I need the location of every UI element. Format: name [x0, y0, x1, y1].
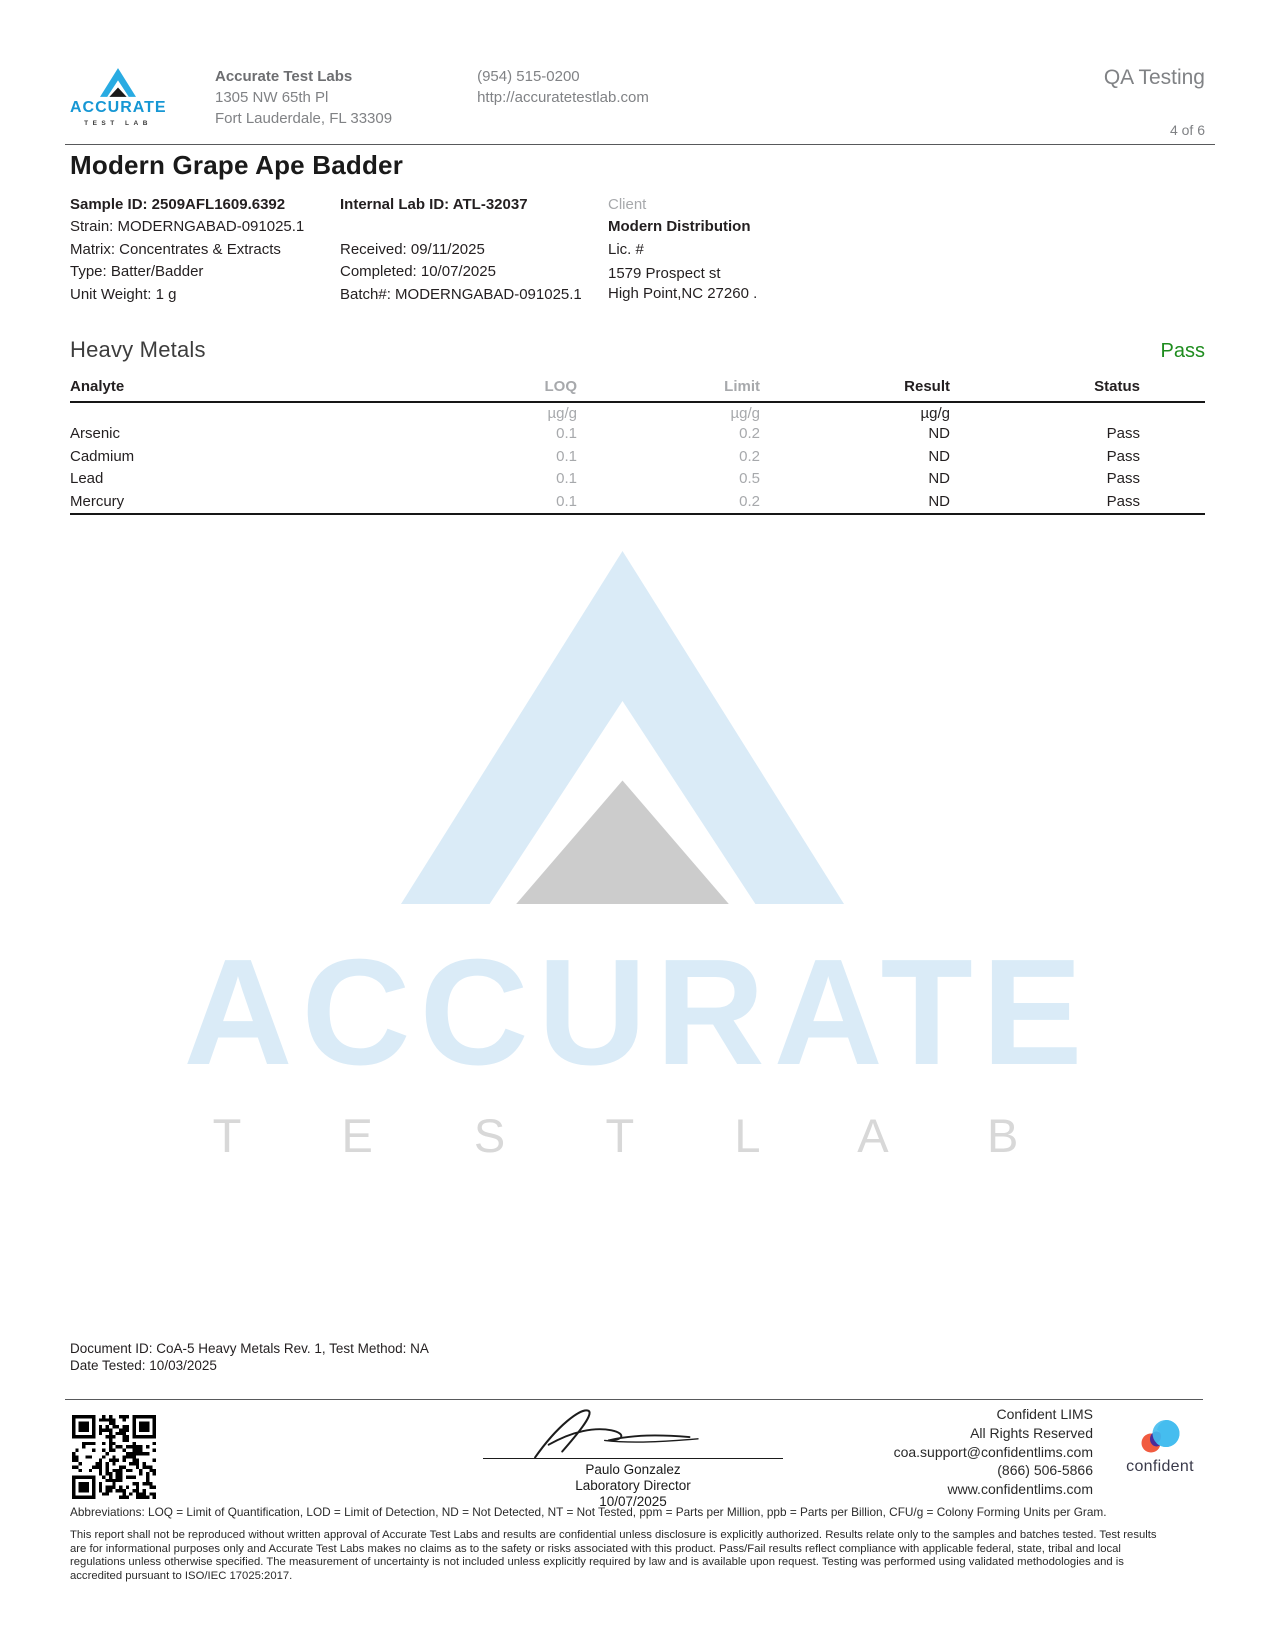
lims-name: Confident LIMS — [996, 1406, 1093, 1422]
client-address-line2: High Point,NC 27260 . — [608, 285, 758, 303]
disclaimer-text: This report shall not be reproduced without written approval of Accurate Test Labs and results are confidential unless disclosure is explicitly authorized. Results relate only to the samples and batches tested. Test results are for informational purposes only and Accurate Test Labs makes no claims as to the safety or risks associated with this product. Pass/Fail results reflect compliance with applicable federal, state, tribal and local regulations unless otherwise specified. The measurement of uncertainty is not included unless explicitly required by law and is available upon request. Testing was performed using validated methodologies and is accredited pursuant to ISO/IEC 17025:2017. — [70, 1529, 1157, 1583]
cell-result: ND — [928, 447, 950, 465]
sample-info-col1 — [70, 194, 340, 306]
sample-received: Received: 09/11/2025 — [340, 240, 485, 258]
cell-analyte: Cadmium — [70, 447, 135, 465]
cell-limit: 0.2 — [739, 425, 760, 443]
document-meta — [70, 1341, 429, 1374]
lims-rights: All Rights Reserved — [970, 1424, 1093, 1441]
client-label: Client — [608, 196, 647, 213]
lab-address-block — [215, 66, 392, 129]
watermark-sub-text: T E S T L A B — [212, 1109, 1063, 1162]
cell-limit: 0.5 — [739, 470, 760, 488]
qa-block — [1104, 66, 1205, 138]
page-indicator: 4 of 6 — [1169, 122, 1205, 138]
col-header-analyte: Analyte — [70, 378, 125, 396]
qa-testing-label: QA Testing — [1103, 66, 1205, 89]
cell-loq: 0.1 — [556, 470, 577, 488]
lab-logo-sub: TEST LAB — [84, 120, 152, 127]
table-row — [70, 425, 1205, 447]
lab-contact-block — [477, 66, 649, 108]
page-title: Modern Grape Ape Badder — [70, 150, 404, 180]
heavy-metals-table — [70, 378, 1205, 515]
qr-code — [72, 1415, 156, 1499]
table-units-row — [70, 403, 1205, 425]
lab-name: Accurate Test Labs — [215, 68, 353, 85]
signed-date: 10/07/2025 — [599, 1494, 667, 1509]
document-id: Document ID: CoA-5 Heavy Metals Rev. 1, Test Method: NA — [70, 1341, 429, 1356]
lims-website: www.confidentlims.com — [947, 1481, 1093, 1498]
table-row — [70, 493, 1205, 515]
header-divider — [65, 144, 1215, 145]
lab-address-line2: Fort Lauderdale, FL 33309 — [215, 110, 393, 127]
lims-phone: (866) 506-5866 — [997, 1462, 1093, 1479]
cell-status: Pass — [1106, 470, 1140, 488]
cell-loq: 0.1 — [556, 425, 577, 443]
sample-completed: Completed: 10/07/2025 — [340, 263, 496, 281]
cell-status: Pass — [1106, 492, 1140, 510]
col-header-limit: Limit — [724, 378, 760, 396]
sample-unit-weight: Unit Weight: 1 g — [70, 285, 177, 303]
cell-analyte: Lead — [70, 470, 104, 488]
signer-name: Paulo Gonzalez — [585, 1462, 681, 1477]
section-title: Heavy Metals — [70, 337, 206, 363]
confident-lims-logo — [1122, 1418, 1198, 1476]
cell-loq: 0.1 — [556, 447, 577, 465]
client-address-line1: 1579 Prospect st — [608, 265, 721, 283]
units-limit: µg/g — [730, 405, 760, 423]
cell-status: Pass — [1106, 447, 1140, 465]
sample-info — [70, 194, 1205, 306]
col-header-loq: LOQ — [544, 378, 577, 396]
client-name: Modern Distribution — [608, 218, 751, 236]
lims-contact-block — [894, 1405, 1093, 1499]
spacer-line — [340, 216, 608, 238]
cell-loq: 0.1 — [556, 492, 577, 510]
signature-icon — [521, 1404, 746, 1460]
lims-email: coa.support@confidentlims.com — [893, 1443, 1093, 1460]
watermark-brand-text: ACCURATE — [183, 927, 1092, 1096]
sample-strain: Strain: MODERNGABAD-091025.1 — [70, 218, 305, 236]
lab-logo-brand: ACCURATE — [70, 99, 167, 116]
internal-lab-id: Internal Lab ID: ATL-32037 — [340, 196, 528, 213]
cell-limit: 0.2 — [739, 447, 760, 465]
cell-analyte: Arsenic — [70, 425, 121, 443]
confident-wordmark: confident — [1126, 1458, 1194, 1475]
units-result: µg/g — [920, 405, 950, 423]
sample-id: Sample ID: 2509AFL1609.6392 — [70, 196, 286, 213]
lab-logo — [70, 68, 166, 127]
signature-block — [473, 1404, 793, 1510]
cell-result: ND — [928, 492, 950, 510]
lab-address-line1: 1305 NW 65th Pl — [215, 89, 329, 106]
col-header-status: Status — [1094, 378, 1140, 396]
lab-phone: (954) 515-0200 — [477, 68, 580, 85]
units-loq: µg/g — [547, 405, 577, 423]
lab-logo-triangle-icon — [100, 68, 136, 97]
col-header-result: Result — [904, 378, 950, 396]
confident-circles-icon — [1137, 1418, 1183, 1456]
report-header — [70, 66, 1205, 138]
table-row — [70, 470, 1205, 492]
sample-matrix: Matrix: Concentrates & Extracts — [70, 240, 281, 258]
watermark-triangle-logo-icon — [401, 551, 844, 904]
client-block — [608, 194, 1205, 306]
section-status-badge: Pass — [1160, 340, 1205, 363]
lab-website: http://accuratetestlab.com — [477, 89, 649, 106]
sample-info-col2 — [340, 194, 608, 306]
client-license: Lic. # — [608, 240, 644, 258]
cell-result: ND — [928, 425, 950, 443]
cell-status: Pass — [1106, 425, 1140, 443]
cell-limit: 0.2 — [739, 492, 760, 510]
sample-type: Type: Batter/Badder — [70, 263, 204, 281]
heavy-metals-section-header — [70, 337, 1205, 363]
table-header-row — [70, 378, 1205, 403]
sample-batch: Batch#: MODERNGABAD-091025.1 — [340, 285, 582, 303]
signer-title: Laboratory Director — [575, 1478, 691, 1493]
date-tested: Date Tested: 10/03/2025 — [70, 1357, 217, 1373]
signature-line — [483, 1458, 783, 1459]
cell-analyte: Mercury — [70, 492, 125, 510]
table-row — [70, 448, 1205, 470]
cell-result: ND — [928, 470, 950, 488]
footer-divider — [65, 1399, 1203, 1400]
abbreviations-text: Abbreviations: LOQ = Limit of Quantification, LOD = Limit of Detection, ND = Not Detected, NT = Not Tested, ppm = Parts per Million, ppb = Parts per Billion, CFU/g = Colony Forming Units per Gram. — [70, 1505, 1107, 1519]
